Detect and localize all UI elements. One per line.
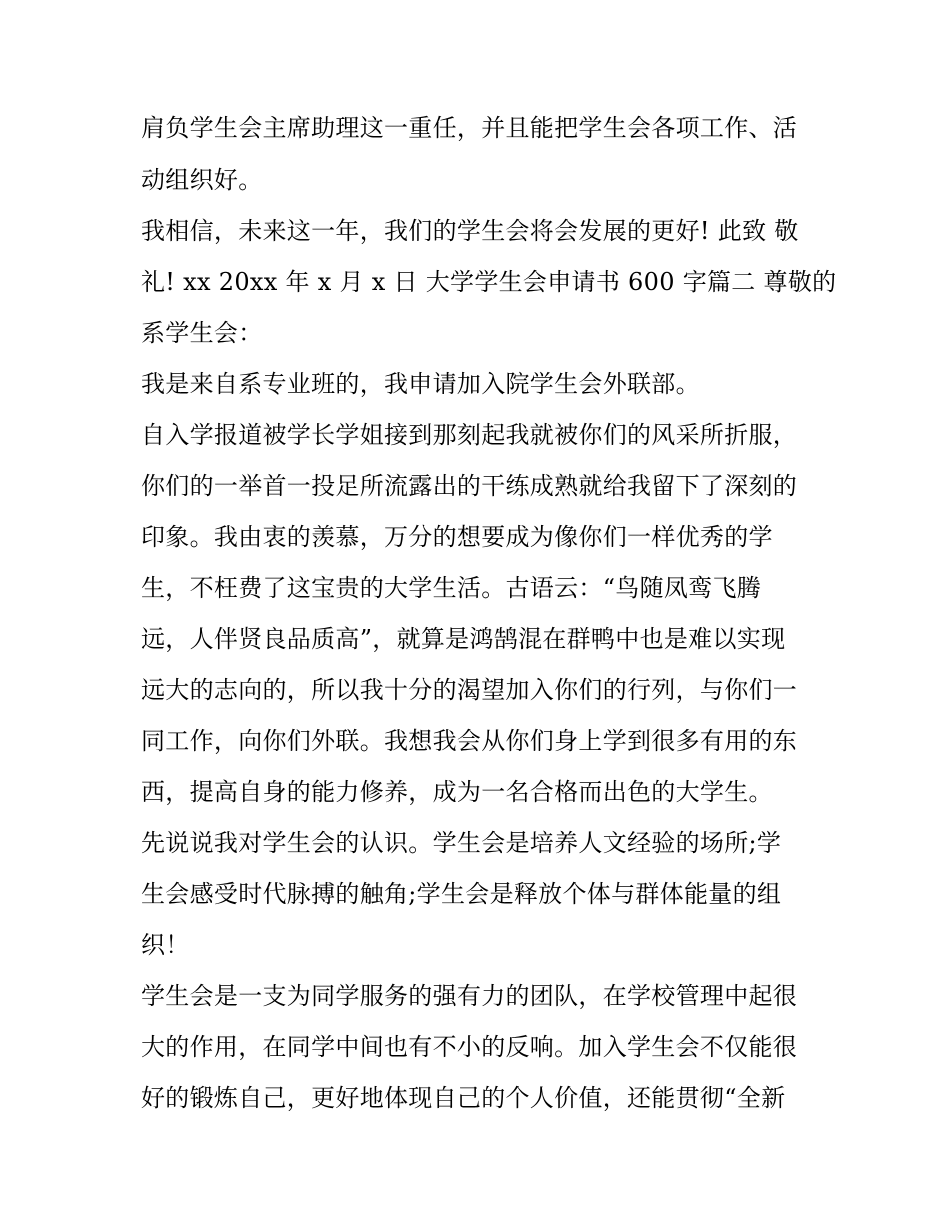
text-line: 远，人伴贤良品质高”，就算是鸿鹄混在群鸭中也是难以实现 — [141, 625, 786, 653]
text-line: 同工作，向你们外联。我想我会从你们身上学到很多有用的东 — [141, 727, 798, 755]
text-line: 织！ — [141, 931, 190, 959]
text-line: 我是来自系专业班的，我申请加入院学生会外联部。 — [141, 370, 700, 398]
text-line: 大的作用，在同学中间也有不小的反响。加入学生会不仅能很 — [141, 1033, 798, 1061]
text-line: 学生会是一支为同学服务的强有力的团队，在学校管理中起很 — [141, 982, 798, 1010]
text-line: 动组织好。 — [141, 166, 263, 194]
text-line: 生，不枉费了这宝贵的大学生活。古语云：“鸟随凤鸾飞腾 — [141, 574, 762, 602]
text-line: 你们的一举首一投足所流露出的干练成熟就给我留下了深刻的 — [141, 472, 798, 500]
text-line: 西，提高自身的能力修养，成为一名合格而出色的大学生。 — [141, 778, 773, 806]
text-line: 自入学报道被学长学姐接到那刻起我就被你们的风采所折服， — [141, 421, 798, 449]
text-line: 生会感受时代脉搏的触角;学生会是释放个体与群体能量的组 — [141, 880, 782, 908]
text-line: 远大的志向的，所以我十分的渴望加入你们的行列，与你们一 — [141, 676, 798, 704]
text-line: 好的锻炼自己，更好地体现自己的个人价值，还能贯彻“全新 — [141, 1084, 786, 1112]
text-line: 我相信，未来这一年，我们的学生会将会发展的更好! 此致 敬 — [141, 217, 799, 245]
text-line: 礼! xx 20xx 年 x 月 x 日 大学学生会申请书 600 字篇二 尊敬的 — [141, 268, 837, 296]
text-line: 肩负学生会主席助理这一重任，并且能把学生会各项工作、活 — [141, 114, 798, 142]
text-line: 印象。我由衷的羡慕，万分的想要成为像你们一样优秀的学 — [141, 523, 773, 551]
text-line: 系学生会： — [141, 319, 263, 347]
text-line: 先说说我对学生会的认识。学生会是培养人文经验的场所;学 — [141, 829, 782, 857]
